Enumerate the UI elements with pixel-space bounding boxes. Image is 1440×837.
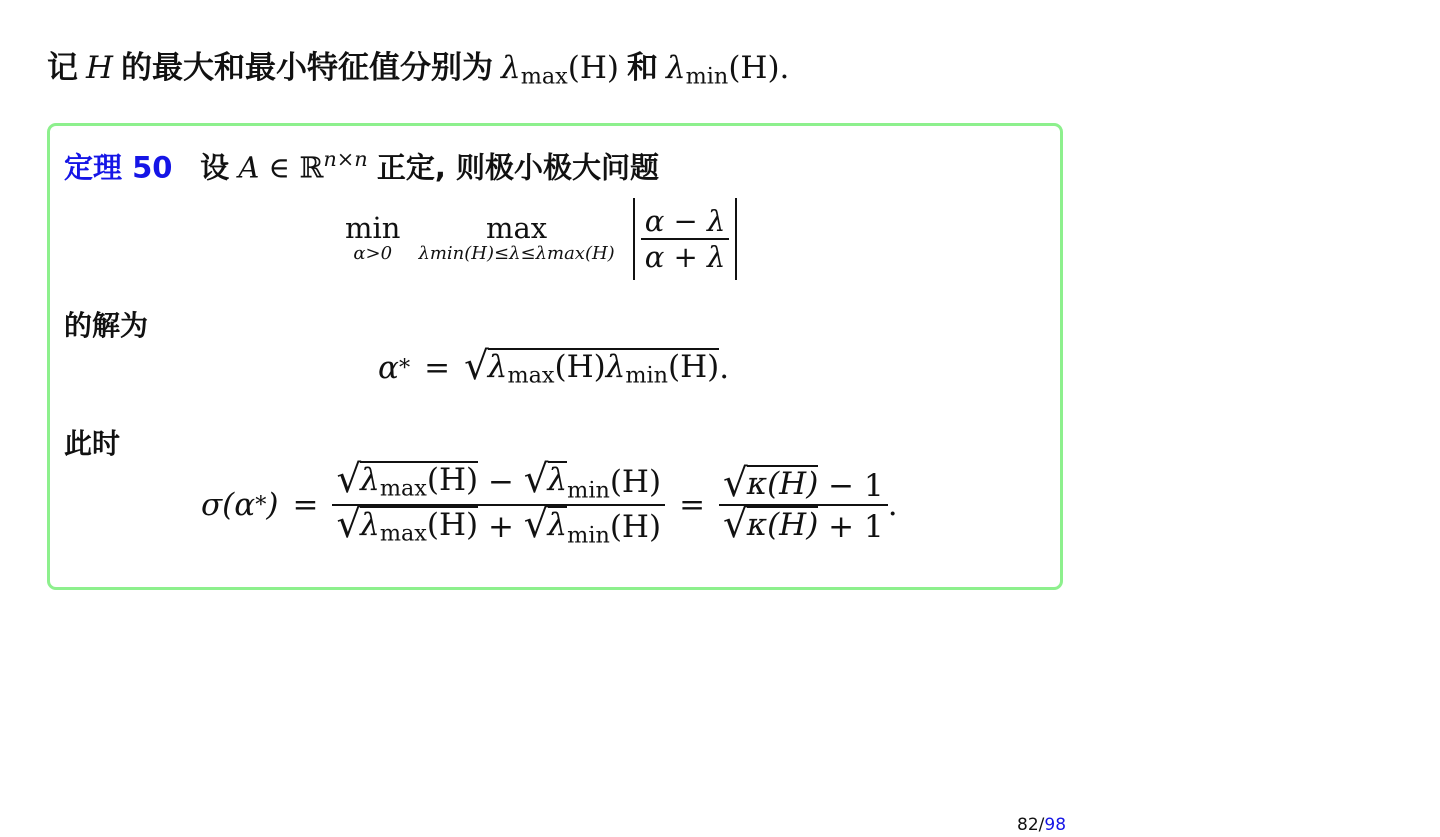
intro-sentence bbox=[47, 44, 789, 101]
den-plus: + bbox=[487, 508, 514, 545]
theorem-box bbox=[47, 123, 1063, 590]
kappa-fraction-denominator: √ κ(H) + 1 bbox=[723, 501, 884, 547]
max-op-text: max bbox=[486, 211, 548, 245]
page-number bbox=[1017, 815, 1066, 835]
kappa-num-one: 1 bbox=[864, 467, 884, 504]
theorem-text-2: 正定, 则极小极大问题 bbox=[376, 150, 660, 185]
ratio-fraction bbox=[641, 204, 730, 274]
theorem-heading bbox=[64, 138, 659, 188]
den-kappa: κ(H) bbox=[746, 506, 819, 543]
absolute-value bbox=[633, 198, 738, 280]
lambda-a: λ bbox=[487, 349, 508, 385]
num-kappa: κ(H) bbox=[746, 465, 819, 502]
in-symbol: ∈ bbox=[268, 150, 290, 185]
max-subscript: λmin(H)≤λ≤λmax(H) bbox=[418, 243, 615, 264]
kappa-den-one: 1 bbox=[864, 508, 884, 545]
intro-text-2: 的最大和最小特征值分别为 bbox=[121, 50, 494, 86]
theorem-text-1: 设 bbox=[200, 150, 230, 185]
num-min: min bbox=[567, 477, 610, 504]
then-label: 此时 bbox=[64, 427, 121, 460]
den-min: min bbox=[567, 522, 610, 549]
page-total-link[interactable]: 98 bbox=[1044, 815, 1067, 835]
intro-end: . bbox=[779, 50, 790, 86]
intro-arg-1: (H) bbox=[567, 50, 619, 86]
num-minus: − bbox=[487, 464, 514, 500]
intro-max-sub: max bbox=[520, 63, 568, 90]
intro-text-1: 记 bbox=[47, 50, 78, 86]
den-max: max bbox=[379, 520, 427, 547]
max-operator bbox=[418, 213, 614, 265]
optimal-alpha-equation bbox=[378, 344, 730, 389]
lambda-b-sub: min bbox=[625, 362, 669, 389]
lambda-fraction-numerator: √ $\lambda_{max}(H)$ − √ λ $_{min}$(H) bbox=[336, 457, 662, 504]
lambda-a-arg: (H) bbox=[554, 349, 606, 385]
dims-superscript: n×n bbox=[323, 147, 368, 171]
convergence-factor-equation bbox=[201, 457, 898, 549]
equals-1: = bbox=[292, 486, 319, 523]
kappa-fraction bbox=[719, 460, 888, 547]
min-subscript: α>0 bbox=[353, 243, 393, 264]
kappa-fraction-numerator: √ κ(H) − 1 bbox=[723, 460, 884, 506]
minmax-equation bbox=[345, 198, 737, 280]
intro-text-3: 和 bbox=[626, 50, 658, 86]
alpha-star: α bbox=[378, 350, 399, 386]
lambda-b: λ bbox=[605, 349, 626, 385]
den-lambda-2: λ bbox=[547, 506, 568, 543]
solution-label: 的解为 bbox=[64, 309, 149, 342]
num-max: max bbox=[379, 475, 427, 502]
lambda-a-sub: max bbox=[507, 362, 555, 389]
intro-lambda-max: λ bbox=[501, 50, 521, 86]
den-arg-2: (H) bbox=[609, 508, 662, 545]
intro-arg-2: (H) bbox=[728, 50, 780, 86]
intro-min-sub: min bbox=[685, 63, 729, 90]
equals-2: = bbox=[679, 486, 706, 523]
alpha-star-sub: * bbox=[398, 355, 411, 381]
theorem-label: 定理 50 bbox=[64, 150, 173, 185]
eq2-end: . bbox=[719, 350, 730, 386]
sigma-lhs-close: ) bbox=[266, 486, 279, 523]
den-arg-1: (H) bbox=[426, 506, 479, 543]
min-operator bbox=[345, 213, 400, 265]
num-lambda-1: λ bbox=[360, 462, 380, 498]
ratio-numerator: α − λ bbox=[644, 204, 726, 238]
num-lambda-2: λ bbox=[547, 462, 568, 498]
eq3-end: . bbox=[887, 486, 898, 523]
sqrt-product: √ $\lambda_{max}(H)\lambda_{min}(H)$ bbox=[464, 344, 720, 389]
kappa-den-plus: + bbox=[828, 508, 855, 545]
sigma-lhs: σ(α bbox=[201, 486, 256, 523]
num-arg-1: (H) bbox=[426, 462, 479, 498]
sigma-lhs-sub: * bbox=[255, 491, 267, 518]
intro-H: H bbox=[86, 50, 114, 86]
reals-symbol: ℝ bbox=[299, 150, 324, 185]
intro-lambda-min: λ bbox=[665, 50, 686, 86]
num-arg-2: (H) bbox=[609, 464, 662, 500]
page-current: 82 bbox=[1017, 815, 1039, 835]
den-lambda-1: λ bbox=[360, 506, 380, 543]
lambda-fraction-denominator: √ $\lambda_{max}(H)$ + √ λ $_{min}$(H) bbox=[336, 501, 662, 549]
ratio-denominator: α + λ bbox=[644, 240, 726, 274]
kappa-num-minus: − bbox=[828, 467, 855, 504]
page-separator: / bbox=[1038, 815, 1045, 835]
lambda-fraction bbox=[332, 457, 665, 549]
equals-sign: = bbox=[424, 350, 451, 386]
lambda-b-arg: (H) bbox=[668, 349, 720, 385]
matrix-A: A bbox=[238, 150, 260, 185]
min-op-text: min bbox=[345, 211, 401, 245]
